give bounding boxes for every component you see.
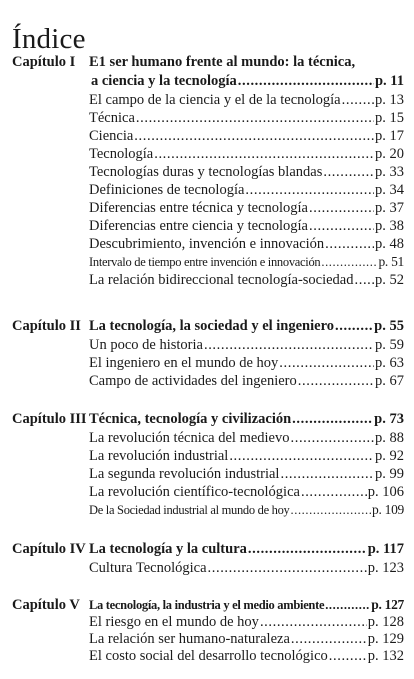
entry-page: p. 59	[375, 337, 404, 353]
entry-title: Técnica	[89, 110, 135, 126]
entry-page: p. 127	[371, 597, 404, 612]
dot-leader	[279, 354, 374, 372]
dot-leader	[325, 235, 374, 253]
toc-entry[interactable]	[89, 217, 404, 235]
dot-leader	[298, 372, 374, 390]
toc-entry[interactable]	[89, 559, 404, 577]
toc-entry-chapter-title[interactable]	[89, 540, 404, 559]
dot-leader	[355, 271, 375, 289]
toc-entry[interactable]	[89, 372, 404, 390]
dot-leader	[248, 540, 367, 558]
dot-leader	[260, 613, 367, 631]
toc-entry-chapter-title[interactable]	[89, 410, 404, 429]
dot-leader	[329, 647, 367, 665]
entry-title: El costo social del desarrollo tecnológico	[89, 648, 328, 664]
entry-title: Técnica, tecnología y civilización	[89, 411, 292, 427]
chapter-entries	[89, 317, 404, 390]
chapter-entries	[89, 540, 404, 577]
entry-title: E1 ser humano frente al mundo: la técnica,	[89, 54, 356, 70]
chapter-entries	[89, 410, 404, 519]
dot-leader	[280, 465, 374, 483]
dot-leader	[204, 336, 374, 354]
entry-page: p. 106	[367, 484, 404, 500]
toc-entry[interactable]	[89, 235, 404, 253]
entry-title: La tecnología y la cultura	[89, 541, 247, 557]
entry-title: La relación bidireccional tecnología-sociedad	[89, 272, 354, 288]
chapter-2	[12, 317, 404, 397]
chapter-5	[12, 596, 404, 674]
chapter-1	[12, 53, 404, 303]
dot-leader	[301, 483, 367, 501]
dot-leader	[292, 410, 373, 428]
entry-page: p. 73	[374, 411, 404, 427]
dot-leader	[335, 317, 373, 335]
entry-title: La tecnología, la sociedad y el ingeniero	[89, 318, 335, 334]
dot-leader	[309, 199, 374, 217]
entry-title: El riesgo en el mundo de hoy	[89, 614, 259, 630]
entry-page: p. 20	[375, 146, 404, 162]
entry-page: p. 17	[375, 128, 404, 144]
toc-entry[interactable]	[89, 354, 404, 372]
entry-page: p. 123	[367, 560, 404, 576]
toc-entry[interactable]	[89, 465, 404, 483]
dot-leader	[238, 72, 374, 90]
entry-title: El ingeniero en el mundo de hoy	[89, 355, 279, 371]
dot-leader	[291, 501, 372, 519]
dot-leader	[154, 145, 374, 163]
entry-title: De la Sociedad industrial al mundo de hoy	[89, 503, 290, 517]
entry-page: p. 51	[378, 254, 404, 269]
page-title: Índice	[12, 23, 86, 56]
entry-title: a ciencia y la tecnología	[91, 73, 237, 89]
entry-page: p. 48	[375, 236, 404, 252]
toc-entry[interactable]	[89, 145, 404, 163]
entry-page: p. 109	[372, 502, 404, 517]
entry-title: Diferencias entre técnica y tecnología	[89, 200, 308, 216]
entry-title: La revolución científico-tecnológica	[89, 484, 300, 500]
dot-leader	[208, 559, 367, 577]
dot-leader	[323, 163, 374, 181]
toc-entry[interactable]	[89, 647, 404, 664]
entry-page: p. 92	[375, 448, 404, 464]
toc-entry[interactable]	[89, 501, 404, 519]
entry-title: Intervalo de tiempo entre invención e innovación	[89, 255, 321, 269]
entry-page: p. 13	[375, 92, 404, 108]
toc-entry[interactable]	[89, 630, 404, 647]
entry-title: La tecnología, la industria y el medio ambiente	[89, 598, 325, 612]
entry-page: p. 117	[367, 541, 404, 557]
entry-title: Tecnología	[89, 146, 154, 162]
chapter-3	[12, 410, 404, 525]
chapter-label: Capítulo V	[12, 597, 80, 613]
chapter-label: Capítulo II	[12, 318, 81, 334]
entry-page: p. 132	[367, 648, 404, 664]
entry-title: Tecnologías duras y tecnologías blandas	[89, 164, 323, 180]
entry-title: La segunda revolución industrial	[89, 466, 280, 482]
toc-entry[interactable]	[89, 483, 404, 501]
dot-leader	[321, 253, 377, 271]
dot-leader	[325, 596, 370, 614]
entry-page: p. 128	[367, 614, 404, 630]
dot-leader	[245, 181, 374, 199]
entry-title: Campo de actividades del ingeniero	[89, 373, 297, 389]
chapter-label: Capítulo IV	[12, 541, 86, 557]
toc-entry[interactable]	[89, 109, 404, 127]
entry-page: p. 129	[367, 631, 404, 647]
entry-title: El campo de la ciencia y el de la tecnología	[89, 92, 341, 108]
dot-leader	[309, 217, 374, 235]
toc-entry[interactable]	[89, 253, 404, 271]
entry-page: p. 15	[375, 110, 404, 126]
entry-page: p. 99	[375, 466, 404, 482]
dot-leader	[229, 447, 374, 465]
toc-entry[interactable]	[89, 181, 404, 199]
entry-page: p. 52	[375, 272, 404, 288]
entry-page: p. 34	[375, 182, 404, 198]
toc-entry[interactable]	[89, 447, 404, 465]
entry-title: La revolución industrial	[89, 448, 229, 464]
entry-title: La revolución técnica del medievo	[89, 430, 290, 446]
entry-title: Un poco de historia	[89, 337, 203, 353]
toc-entry[interactable]	[89, 127, 404, 145]
entry-title: Definiciones de tecnología	[89, 182, 245, 198]
toc-entry[interactable]	[89, 613, 404, 630]
entry-page: p. 63	[375, 355, 404, 371]
chapter-4	[12, 540, 404, 580]
entry-title: Cultura Tecnológica	[89, 560, 207, 576]
entry-page: p. 37	[375, 200, 404, 216]
entry-title: La relación ser humano-naturaleza	[89, 631, 290, 647]
entry-page: p. 11	[374, 73, 404, 89]
chapter-label: Capítulo I	[12, 54, 76, 70]
toc-entry[interactable]	[89, 199, 404, 217]
chapter-label: Capítulo III	[12, 411, 87, 427]
entry-page: p. 88	[375, 430, 404, 446]
toc-entry-chapter-title-cont[interactable]	[89, 72, 404, 91]
toc-entry-chapter-title[interactable]	[89, 317, 404, 336]
toc-entry[interactable]	[89, 336, 404, 354]
toc-entry[interactable]	[89, 429, 404, 447]
entry-page: p. 55	[374, 318, 404, 334]
entry-page: p. 67	[375, 373, 404, 389]
dot-leader	[342, 91, 374, 109]
toc-entry[interactable]	[89, 271, 404, 289]
chapter-entries	[89, 596, 404, 664]
chapter-entries	[89, 53, 404, 289]
entry-title: Diferencias entre ciencia y tecnología	[89, 218, 308, 234]
toc-entry[interactable]	[89, 91, 404, 109]
dot-leader	[291, 429, 375, 447]
dot-leader	[134, 127, 374, 145]
entry-title: Descubrimiento, invención e innovación	[89, 236, 325, 252]
dot-leader	[291, 630, 367, 648]
entry-title: Ciencia	[89, 128, 134, 144]
dot-leader	[136, 109, 374, 127]
entry-page: p. 38	[375, 218, 404, 234]
toc-entry[interactable]	[89, 163, 404, 181]
toc-entry-chapter-title[interactable]	[89, 596, 404, 613]
toc-entry-chapter-title[interactable]	[89, 53, 404, 72]
entry-page: p. 33	[375, 164, 404, 180]
